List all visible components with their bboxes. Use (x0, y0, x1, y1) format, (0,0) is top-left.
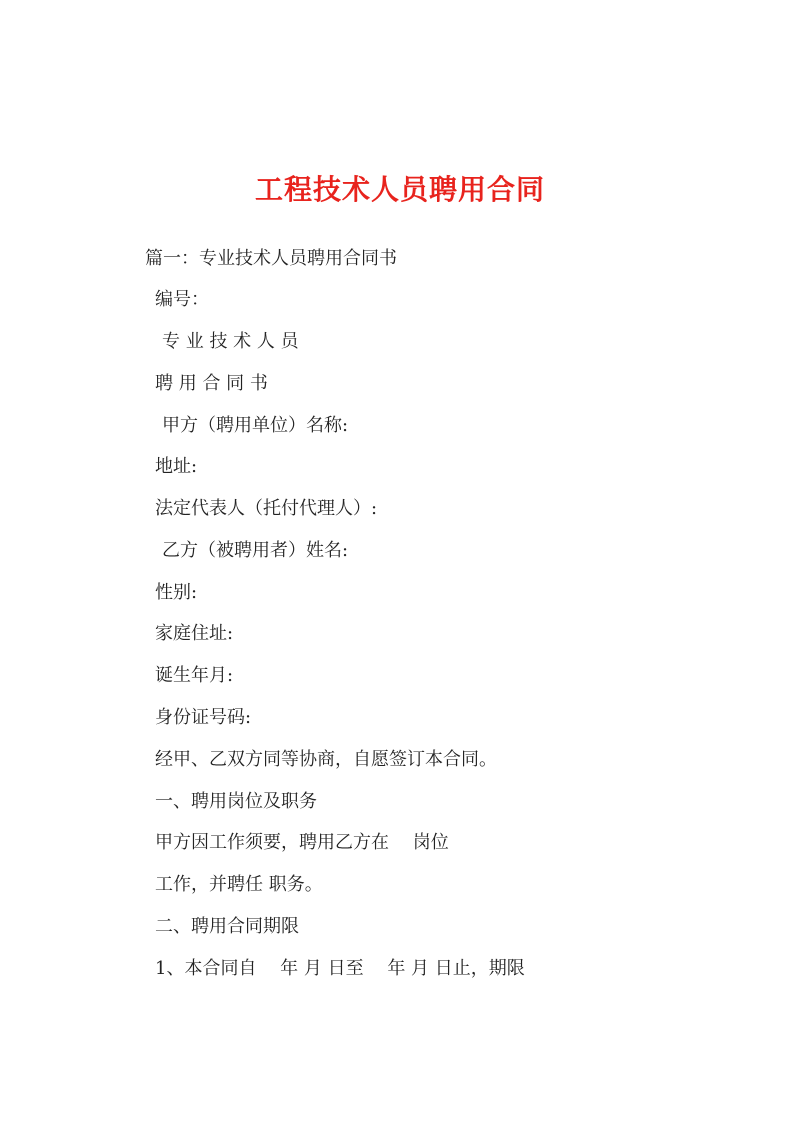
section-2-clause-1: 1、本合同自 年 月 日至 年 月 日止，期限 (155, 958, 525, 979)
section-1-text-line-2: 工作，并聘任 职务。 (155, 874, 323, 895)
document-title: 工程技术人员聘用合同 (254, 173, 545, 206)
address-label: 地址: (155, 456, 198, 477)
gender-label: 性别: (155, 582, 198, 603)
section-heading-part-one: 篇一：专业技术人员聘用合同书 (145, 248, 397, 269)
section-2-heading: 二、聘用合同期限 (155, 916, 299, 937)
legal-representative-label: 法定代表人（托付代理人）: (155, 498, 378, 519)
party-a-name-label: 甲方（聘用单位）名称: (162, 415, 349, 436)
party-b-name-label: 乙方（被聘用者）姓名: (162, 540, 349, 561)
section-1-heading: 一、聘用岗位及职务 (155, 791, 317, 812)
section-1-text-line-1: 甲方因工作须要，聘用乙方在 岗位 (155, 832, 449, 853)
contract-number-label: 编号： (155, 289, 209, 310)
home-address-label: 家庭住址: (155, 623, 234, 644)
agreement-statement: 经甲、乙双方同等协商，自愿签订本合同。 (155, 749, 497, 770)
cover-title-line-2: 聘 用 合 同 书 (155, 373, 268, 394)
cover-title-line-1: 专 业 技 术 人 员 (162, 331, 299, 352)
id-number-label: 身份证号码: (155, 707, 252, 728)
birth-date-label: 诞生年月: (155, 665, 234, 686)
